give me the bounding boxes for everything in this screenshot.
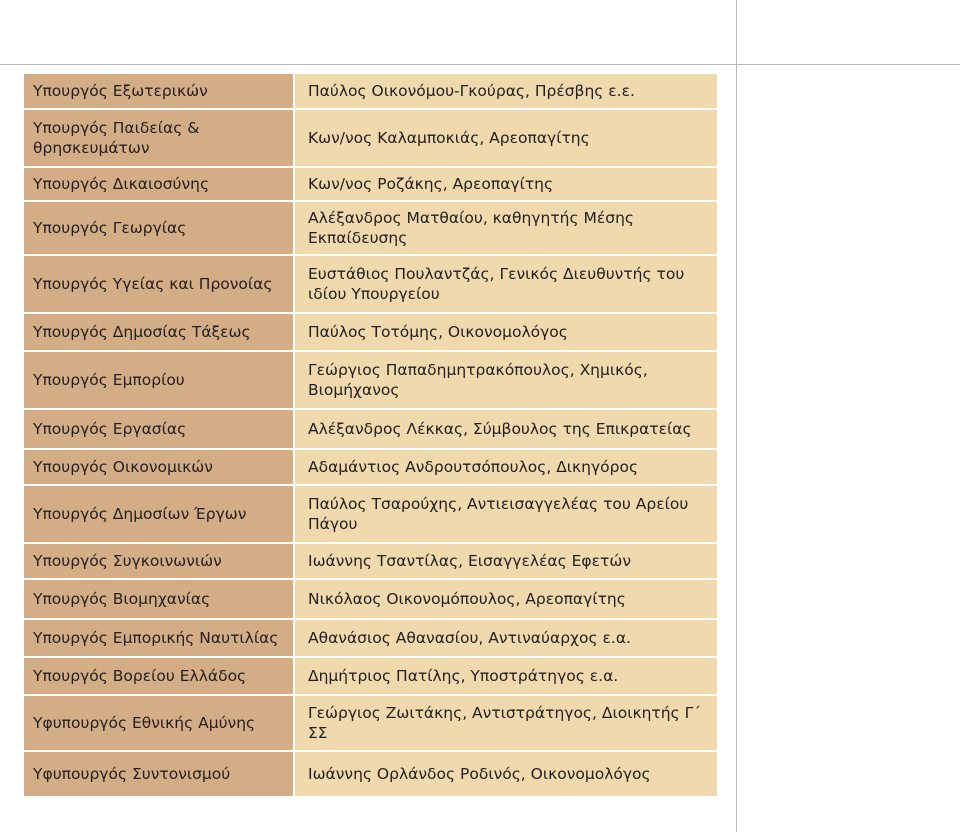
member-name: Γεώργιος Παπαδημητρακόπουλος, Χημικός, Βιομήχανος xyxy=(308,361,648,399)
member-cell xyxy=(295,314,717,352)
member-cell xyxy=(295,620,717,658)
ministry-title: Υπουργός Γεωργίας xyxy=(33,219,187,237)
member-name: Κων/νος Καλαμποκιάς, Αρεοπαγίτης xyxy=(308,129,590,147)
ministry-title: Υπουργός Εξωτερικών xyxy=(33,82,208,100)
member-name: Παύλος Οικονόμου-Γκούρας, Πρέσβης ε.ε. xyxy=(308,82,635,100)
ministry-title: Υπουργός Παιδείας & θρησκευμάτων xyxy=(33,119,200,157)
ministry-title: Υπουργός Εμπορικής Ναυτιλίας xyxy=(33,629,279,647)
member-cell xyxy=(295,110,717,168)
member-cell xyxy=(295,352,717,410)
horizontal-guide-line xyxy=(0,64,960,65)
member-cell xyxy=(295,544,717,580)
title-cell xyxy=(24,314,295,352)
member-name: Παύλος Τοτόμης, Οικονομολόγος xyxy=(308,323,568,341)
title-cell xyxy=(24,620,295,658)
ministry-title: Υφυπουργός Εθνικής Αμύνης xyxy=(33,714,256,732)
ministry-title: Υπουργός Δικαιοσύνης xyxy=(33,175,210,193)
title-cell xyxy=(24,256,295,314)
title-cell xyxy=(24,752,295,796)
member-name: Δημήτριος Πατίλης, Υποστράτηγος ε.α. xyxy=(308,667,619,685)
member-cell xyxy=(295,202,717,256)
ministry-title: Υπουργός Συγκοινωνιών xyxy=(33,552,222,570)
ministry-title: Υπουργός Εργασίας xyxy=(33,420,187,438)
ministry-title: Υφυπουργός Συντονισμού xyxy=(33,765,231,783)
title-cell xyxy=(24,544,295,580)
government-members-table xyxy=(24,74,717,796)
ministry-title: Υπουργός Δημοσίων Έργων xyxy=(33,505,247,523)
member-name: Ευστάθιος Πουλαντζάς, Γενικός Διευθυντής του ιδίου Υπουργείου xyxy=(308,265,685,303)
member-name: Γεώργιος Ζωιτάκης, Αντιστράτηγος, Διοικητής Γ΄ ΣΣ xyxy=(308,704,701,742)
ministry-title: Υπουργός Υγείας και Προνοίας xyxy=(33,275,273,293)
title-cell xyxy=(24,486,295,544)
title-cell xyxy=(24,110,295,168)
member-cell xyxy=(295,658,717,696)
title-cell xyxy=(24,450,295,486)
member-name: Αλέξανδρος Λέκκας, Σύμβουλος της Επικρατείας xyxy=(308,420,692,438)
ministry-title-column xyxy=(24,74,295,796)
ministry-title: Υπουργός Βορείου Ελλάδος xyxy=(33,667,247,685)
member-name: Αδαμάντιος Ανδρουτσόπουλος, Δικηγόρος xyxy=(308,458,639,476)
member-cell xyxy=(295,168,717,202)
member-cell xyxy=(295,256,717,314)
title-cell xyxy=(24,658,295,696)
ministry-title: Υπουργός Εμπορίου xyxy=(33,371,185,389)
member-name: Νικόλαος Οικονομόπουλος, Αρεοπαγίτης xyxy=(308,590,626,608)
member-cell xyxy=(295,580,717,620)
member-cell xyxy=(295,752,717,796)
member-name: Ιωάννης Ορλάνδος Ροδινός, Οικονομολόγος xyxy=(308,765,651,783)
title-cell xyxy=(24,352,295,410)
member-cell xyxy=(295,450,717,486)
member-cell xyxy=(295,696,717,752)
ministry-title: Υπουργός Οικονομικών xyxy=(33,458,213,476)
member-name: Αθανάσιος Αθανασίου, Αντιναύαρχος ε.α. xyxy=(308,629,631,647)
member-cell xyxy=(295,486,717,544)
title-cell xyxy=(24,168,295,202)
member-column xyxy=(295,74,717,796)
member-name: Αλέξανδρος Ματθαίου, καθηγητής Μέσης Εκπαίδευσης xyxy=(308,209,635,247)
member-name: Κων/νος Ροζάκης, Αρεοπαγίτης xyxy=(308,175,554,193)
title-cell xyxy=(24,74,295,110)
vertical-guide-line xyxy=(736,0,737,832)
member-cell xyxy=(295,410,717,450)
member-name: Ιωάννης Τσαντίλας, Εισαγγελέας Εφετών xyxy=(308,552,631,570)
ministry-title: Υπουργός Βιομηχανίας xyxy=(33,590,211,608)
title-cell xyxy=(24,580,295,620)
title-cell xyxy=(24,410,295,450)
title-cell xyxy=(24,696,295,752)
member-cell xyxy=(295,74,717,110)
title-cell xyxy=(24,202,295,256)
member-name: Παύλος Τσαρούχης, Αντιεισαγγελέας του Αρείου Πάγου xyxy=(308,495,689,533)
ministry-title: Υπουργός Δημοσίας Τάξεως xyxy=(33,323,251,341)
